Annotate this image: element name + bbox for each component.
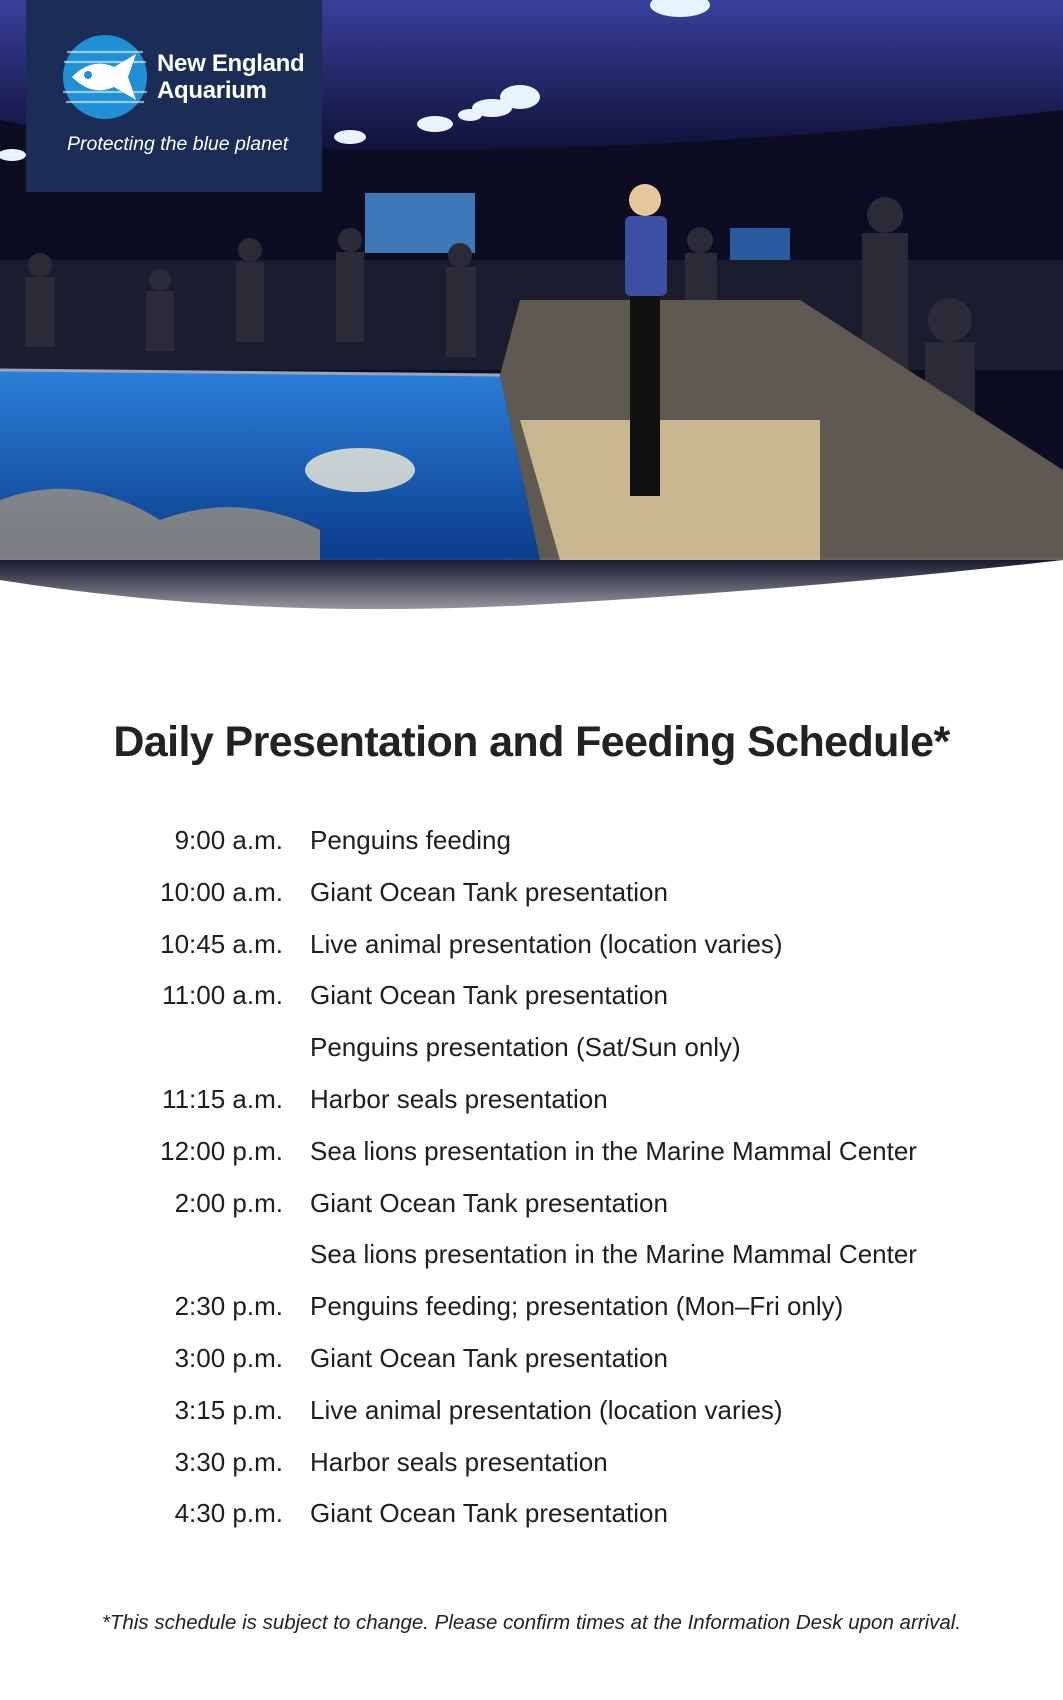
schedule-event: Giant Ocean Tank presentation: [310, 1187, 668, 1218]
schedule-event: Giant Ocean Tank presentation: [310, 980, 668, 1011]
schedule-time: 10:00 a.m.: [160, 876, 283, 907]
schedule-event: Harbor seals presentation: [310, 1446, 608, 1477]
schedule-time: 2:00 p.m.: [174, 1187, 283, 1218]
schedule-row: [0, 1032, 1063, 1084]
schedule-row: [0, 1498, 1063, 1550]
schedule-row: [0, 1291, 1063, 1343]
brand-tagline: Protecting the blue planet: [67, 133, 289, 155]
schedule-row: [0, 1084, 1063, 1136]
schedule-row: [0, 877, 1063, 929]
schedule-time: 3:00 p.m.: [174, 1342, 283, 1373]
footnote: *This schedule is subject to change. Please confirm times at the Information Desk upon arrival.: [101, 1611, 962, 1634]
schedule-row: [0, 1447, 1063, 1499]
schedule-time: 10:45 a.m.: [160, 928, 283, 959]
brand-name-line2: Aquarium: [157, 77, 267, 104]
schedule-event: Live animal presentation (location varies): [310, 1394, 783, 1425]
page-title: Daily Presentation and Feeding Schedule*: [113, 718, 950, 766]
schedule-time: 12:00 p.m.: [160, 1135, 283, 1166]
schedule-event: Harbor seals presentation: [310, 1083, 608, 1114]
schedule-event: Live animal presentation (location varies): [310, 928, 783, 959]
schedule-row: [0, 825, 1063, 877]
schedule-row: [0, 1239, 1063, 1291]
schedule-row: [0, 980, 1063, 1032]
schedule-time: 11:15 a.m.: [162, 1083, 283, 1114]
schedule-time: 9:00 a.m.: [174, 825, 283, 855]
schedule-time: 2:30 p.m.: [174, 1291, 283, 1322]
schedule-time: 11:00 a.m.: [162, 980, 283, 1011]
schedule-row: [0, 1188, 1063, 1240]
schedule-event: Giant Ocean Tank presentation: [310, 1498, 668, 1529]
schedule-event: Sea lions presentation in the Marine Mammal Center: [310, 1135, 917, 1166]
schedule-row: [0, 1395, 1063, 1447]
fish-logo-icon: [62, 34, 148, 120]
schedule-event: Giant Ocean Tank presentation: [310, 1342, 668, 1373]
schedule-event: Penguins feeding; presentation (Mon–Fri only): [310, 1291, 844, 1322]
schedule-row: [0, 1136, 1063, 1188]
schedule-time: 3:15 p.m.: [174, 1394, 283, 1425]
schedule-list: [0, 825, 1063, 1550]
schedule-time: 4:30 p.m.: [174, 1498, 283, 1529]
logo-panel: [26, 0, 322, 192]
schedule-row: [0, 929, 1063, 981]
hero-photo: [0, 0, 1063, 650]
brand-name: [157, 50, 317, 104]
schedule-row: [0, 1343, 1063, 1395]
schedule-event: Sea lions presentation in the Marine Mammal Center: [310, 1239, 917, 1270]
schedule-event: Penguins presentation (Sat/Sun only): [310, 1032, 741, 1063]
schedule-event: Penguins feeding: [310, 825, 511, 855]
schedule-time: 3:30 p.m.: [174, 1446, 283, 1477]
schedule-event: Giant Ocean Tank presentation: [310, 876, 668, 907]
brand-name-line1: New England: [157, 50, 305, 77]
